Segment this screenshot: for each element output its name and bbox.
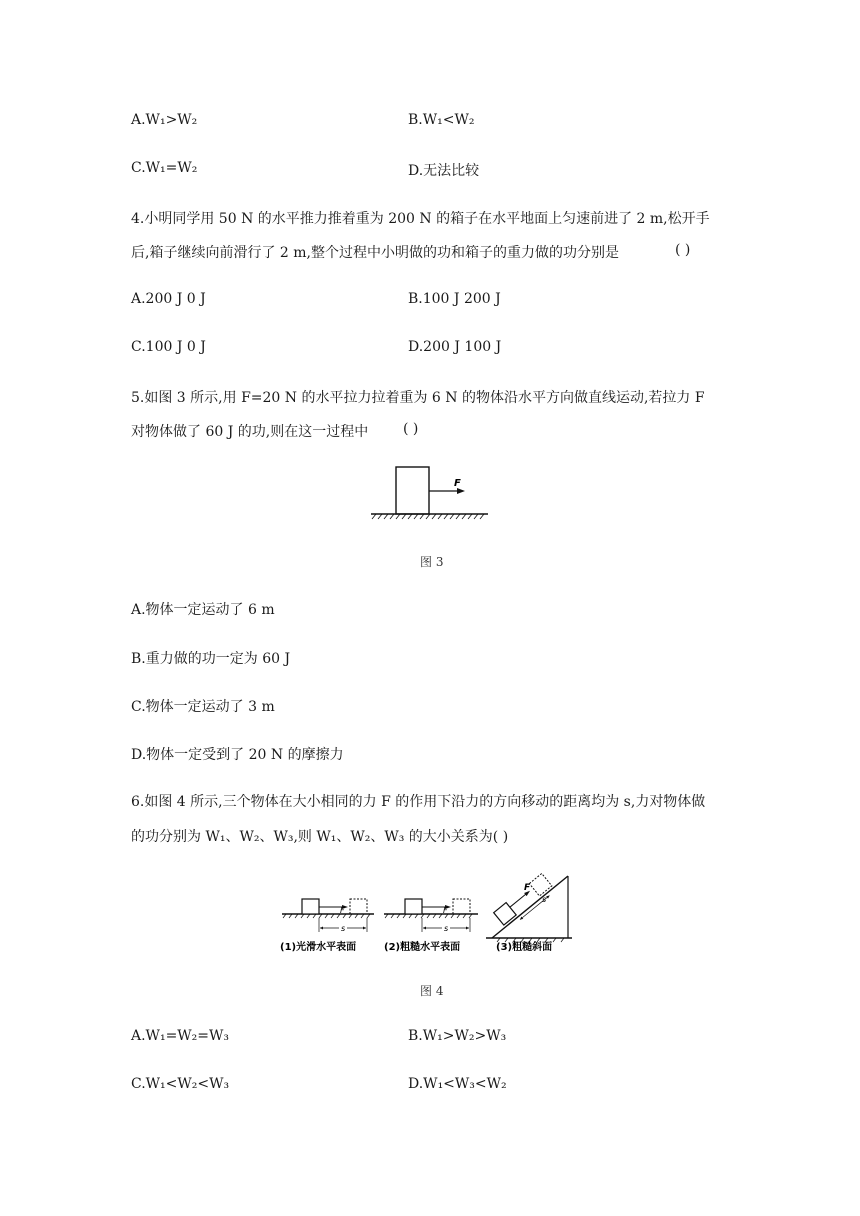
q5-option-d: D.物体一定受到了 20 N 的摩擦力 xyxy=(131,747,344,763)
q3-option-d: D.无法比较 xyxy=(408,163,480,179)
figure-3-caption: 图 3 xyxy=(420,555,444,569)
q4-stem-line1: 4.小明同学用 50 N 的水平推力推着重为 200 N 的箱子在水平地面上匀速前进了 2 m,松开手 xyxy=(131,211,710,227)
block-end xyxy=(453,899,470,914)
q4-option-a: A.200 J 0 J xyxy=(131,291,206,307)
figure-4-caption: 图 4 xyxy=(420,984,444,998)
panel-2-label: (2)粗糙水平表面 xyxy=(384,942,461,953)
panel-1-force-label: F xyxy=(340,906,345,915)
q4-option-d: D.200 J 100 J xyxy=(408,339,502,355)
figure-3 xyxy=(368,462,492,524)
block xyxy=(396,467,429,514)
q6-option-d: D.W₁<W₃<W₂ xyxy=(408,1076,507,1092)
q6-option-a: A.W₁=W₂=W₃ xyxy=(131,1028,230,1044)
panel-3-label: (3)粗糙斜面 xyxy=(496,942,553,953)
q6-stem-line2: 的功分别为 W₁、W₂、W₃,则 W₁、W₂、W₃ 的大小关系为( ) xyxy=(131,829,509,845)
q5-option-a: A.物体一定运动了 6 m xyxy=(131,602,275,618)
q5-answer-paren: ( ) xyxy=(403,421,419,437)
q3-option-b: B.W₁<W₂ xyxy=(408,112,475,128)
panel-1-label: (1)光滑水平表面 xyxy=(280,942,357,953)
q3-option-c: C.W₁=W₂ xyxy=(131,160,198,176)
block-start xyxy=(302,899,319,914)
q5-stem-line1: 5.如图 3 所示,用 F=20 N 的水平拉力拉着重为 6 N 的物体沿水平方向做直线运动,若拉力 F xyxy=(131,390,705,406)
panel-2-distance-label: s xyxy=(444,924,449,933)
q4-stem-line2: 后,箱子继续向前滑行了 2 m,整个过程中小明做的功和箱子的重力做的功分别是 xyxy=(131,245,619,261)
q6-option-b: B.W₁>W₂>W₃ xyxy=(408,1028,507,1044)
panel-3-force-label: F xyxy=(524,883,531,893)
panel-2-diagram xyxy=(384,899,478,933)
force-label: F xyxy=(454,478,461,489)
q5-option-c: C.物体一定运动了 3 m xyxy=(131,699,275,715)
panel-2-force-label: F xyxy=(443,906,448,915)
q3-option-a: A.W₁>W₂ xyxy=(131,112,198,128)
q4-option-b: B.100 J 200 J xyxy=(408,291,501,307)
q5-option-b: B.重力做的功一定为 60 J xyxy=(131,651,291,667)
panel-1-distance-label: s xyxy=(341,924,346,933)
panel-1-diagram xyxy=(282,899,374,933)
q5-stem-line2: 对物体做了 60 J 的功,则在这一过程中 xyxy=(131,424,369,440)
q4-option-c: C.100 J 0 J xyxy=(131,339,206,355)
q6-stem-line1: 6.如图 4 所示,三个物体在大小相同的力 F 的作用下沿力的方向移动的距离均为 s,力对物体做 xyxy=(131,794,706,810)
q6-option-c: C.W₁<W₂<W₃ xyxy=(131,1076,230,1092)
q4-answer-paren: ( ) xyxy=(675,242,691,258)
block-start xyxy=(405,899,422,914)
panel-3-diagram xyxy=(486,873,572,942)
panel-3-distance-label: s xyxy=(542,895,547,904)
block-end xyxy=(350,899,367,914)
figure-4 xyxy=(276,866,586,958)
